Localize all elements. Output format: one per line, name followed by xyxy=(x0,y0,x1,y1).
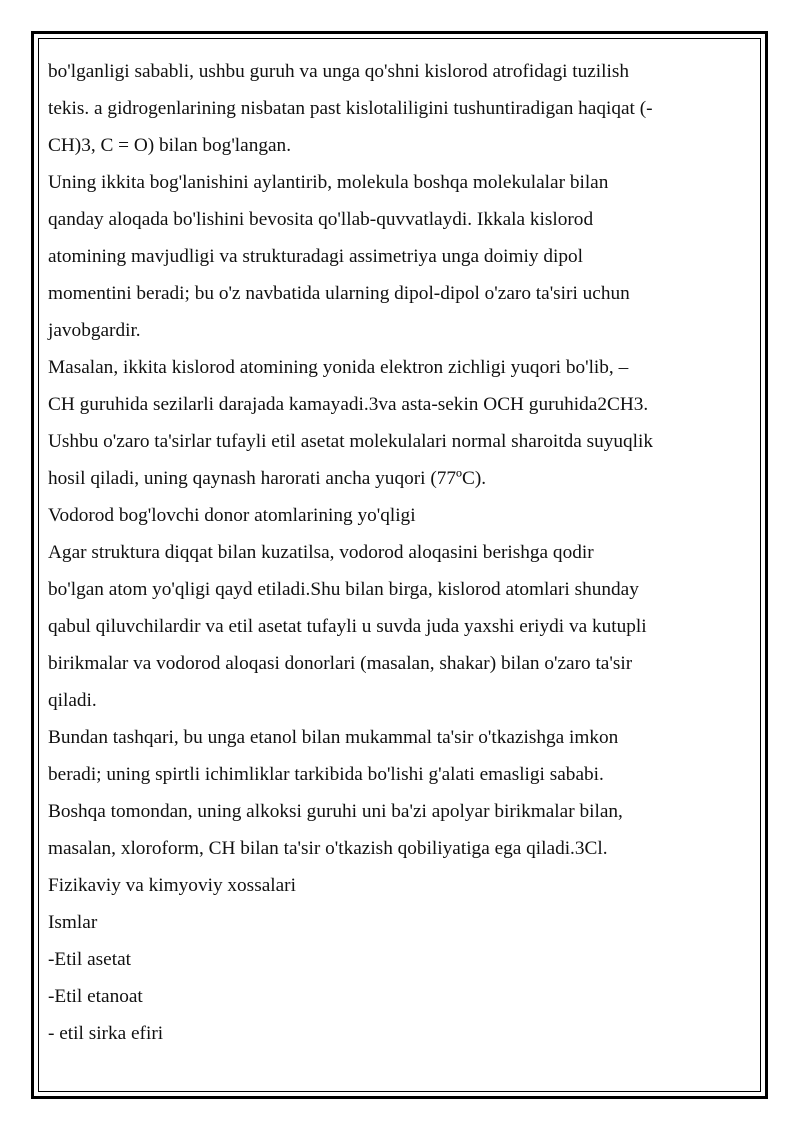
text-line: bo'lganligi sababli, ushbu guruh va unga qo'shni kislorod atrofidagi tuzilish xyxy=(48,61,630,82)
text-line: Uning ikkita bog'lanishini aylantirib, molekula boshqa molekulalar bilan xyxy=(48,172,609,193)
text-line: masalan, xloroform, CH bilan ta'sir o'tkazish qobiliyatiga ega qiladi.3Cl. xyxy=(48,838,608,859)
text-line: Masalan, ikkita kislorod atomining yonida elektron zichligi yuqori bo'lib, – xyxy=(48,357,629,378)
text-line: Boshqa tomondan, uning alkoksi guruhi uni ba'zi apolyar birikmalar bilan, xyxy=(48,801,623,822)
text-line: qanday aloqada bo'lishini bevosita qo'llab-quvvatlaydi. Ikkala kislorod xyxy=(48,209,594,230)
text-line: atomining mavjudligi va strukturadagi assimetriya unga doimiy dipol xyxy=(48,246,583,267)
text-line: momentini beradi; bu o'z navbatida ularning dipol-dipol o'zaro ta'siri uchun xyxy=(48,283,630,304)
list-item: -Etil etanoat xyxy=(48,986,143,1007)
text-line: CH)3, C = O) bilan bog'langan. xyxy=(48,135,292,156)
section-heading: Vodorod bog'lovchi donor atomlarining yo'qligi xyxy=(48,505,416,526)
text-line: bo'lgan atom yo'qligi qayd etiladi.Shu bilan birga, kislorod atomlari shunday xyxy=(48,579,639,600)
text-line: hosil qiladi, uning qaynash harorati ancha yuqori (77ºC). xyxy=(48,468,487,489)
text-line: qabul qiluvchilardir va etil asetat tufayli u suvda juda yaxshi eriydi va kutupli xyxy=(48,616,647,637)
text-line: Bundan tashqari, bu unga etanol bilan mukammal ta'sir o'tkazishga imkon xyxy=(48,727,619,748)
list-heading: Ismlar xyxy=(48,912,98,933)
text-line: qiladi. xyxy=(48,690,97,711)
text-line: Ushbu o'zaro ta'sirlar tufayli etil asetat molekulalari normal sharoitda suyuqlik xyxy=(48,431,654,452)
text-line: beradi; uning spirtli ichimliklar tarkibida bo'lishi g'alati emasligi sababi. xyxy=(48,764,604,785)
text-line: birikmalar va vodorod aloqasi donorlari (masalan, shakar) bilan o'zaro ta'sir xyxy=(48,653,633,674)
document-body xyxy=(48,53,738,1052)
text-line: javobgardir. xyxy=(48,320,141,341)
list-item: - etil sirka efiri xyxy=(48,1023,164,1044)
text-line: Agar struktura diqqat bilan kuzatilsa, vodorod aloqasini berishga qodir xyxy=(48,542,594,563)
text-line: tekis. a gidrogenlarining nisbatan past kislotaliligini tushuntiradigan haqiqat (- xyxy=(48,98,653,119)
section-heading: Fizikaviy va kimyoviy xossalari xyxy=(48,875,296,896)
text-line: CH guruhida sezilarli darajada kamayadi.3va asta-sekin OCH guruhida2CH3. xyxy=(48,394,649,415)
list-item: -Etil asetat xyxy=(48,949,131,970)
